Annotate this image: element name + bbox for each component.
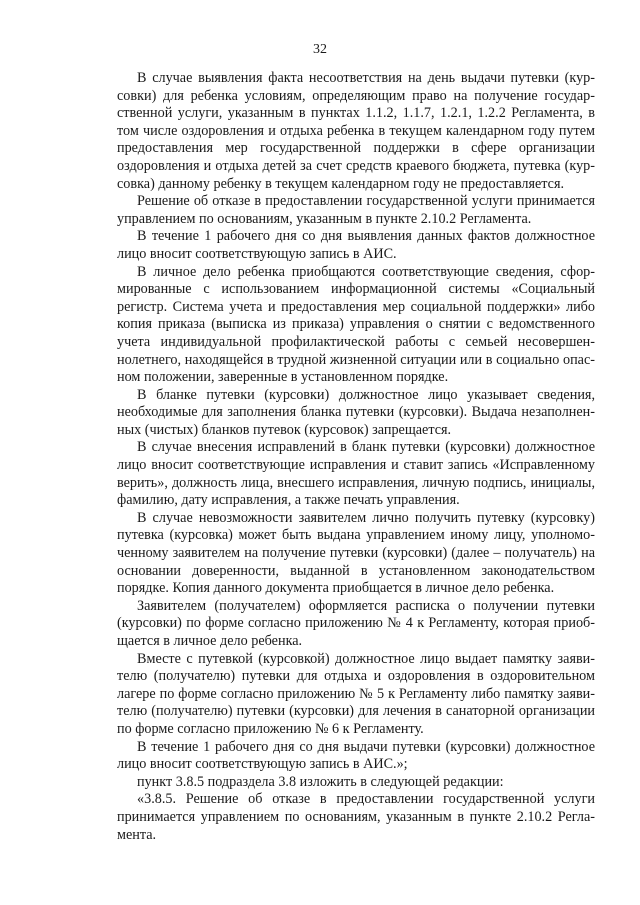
paragraph-amendment-intro: пункт 3.8.5 подраздела 3.8 изложить в следующей редакции: xyxy=(137,773,504,790)
document-body xyxy=(117,70,595,844)
paragraph-memo: Вместе с путевкой (курсовкой) должностное лицо выдает памятку заявителю (получателю) путевки для отдыха и оздоровления в оздоровительном лагере по форме согласно приложению № 5 к Регламенту либо памятку заявителю (получателю) путевки (курсовки) для лечения в санаторной организации по форме согласно приложению № 6 к Регламенту. xyxy=(117,650,595,737)
paragraph-corrections: В случае внесения исправлений в бланк путевки (курсовки) должностное лицо вносит соответствующие исправления и ставит запись «Исправленному верить», должность лица, внесшего исправления, личную подпись, инициалы, фамилию, дату исправления, а также печать управления. xyxy=(117,439,595,509)
page-number: 32 xyxy=(313,42,327,57)
paragraph-voucher-form: В бланке путевки (курсовки) должностное лицо указывает сведения, необходимые для заполнения бланка путевки (курсовки). Выдача незаполненных (чистых) бланков путевок (курсовок) запрещается. xyxy=(117,386,595,438)
paragraph-recipient: В случае невозможности заявителем лично получить путевку (курсовку) путевка (курсовка) может быть выдана управлением иному лицу, уполномоченному заявителем на получение путевки (курсовки) (далее – получатель) на основании доверенности, выданной в установленном законодательством порядке. Копия данного документа приобщается в личное дело ребенка. xyxy=(117,509,595,597)
paragraph-personal-file: В личное дело ребенка приобщаются соответствующие сведения, сформированные с использованием информационной системы «Социальный регистр. Система учета и предоставления мер социальной поддержки» либо копия приказа (выписка из приказа) управления о снятии с ведомственного учета индивидуальной профилактической работы с семьей несовершеннолетнего, находящейся в трудной жизненной ситуации или в социально опасном положении, заверенные в установленном порядке. xyxy=(117,263,595,386)
paragraph-clause-3-8-5: «3.8.5. Решение об отказе в предоставлении государственной услуги принимается управлением по основаниям, указанным в пункте 2.10.2 Регламента. xyxy=(117,791,595,843)
paragraph-refusal-decision: Решение об отказе в предоставлении государственной услуги принимается управлением по основаниям, указанным в пункте 2.10.2 Регламента. xyxy=(117,193,595,227)
paragraph-ais-record: В течение 1 рабочего дня со дня выявления данных фактов должностное лицо вносит соответствующую запись в АИС. xyxy=(117,228,595,262)
paragraph-issue-record: В течение 1 рабочего дня со дня выдачи путевки (курсовки) должностное лицо вносит соответствующую запись в АИС.»; xyxy=(117,738,595,773)
paragraph-mismatch-refusal: В случае выявления факта несоответствия на день выдачи путевки (курсовки) для ребенка условиям, определяющим право на получение государственной услуги, указанным в пунктах 1.1.2, 1.1.7, 1.2.1, 1.2.2 Регламента, в том числе оздоровления и отдыха ребенка в текущем календарном году путем предоставления мер государственной поддержки в сфере организации оздоровления и отдыха детей за счет средств краевого бюджета, путевка (курсовка) данному ребенку в текущем календарном году не предоставляется. xyxy=(117,70,595,192)
paragraph-receipt: Заявителем (получателем) оформляется расписка о получении путевки (курсовки) по форме согласно приложению № 4 к Регламенту, которая приобщается в личное дело ребенка. xyxy=(117,597,595,649)
